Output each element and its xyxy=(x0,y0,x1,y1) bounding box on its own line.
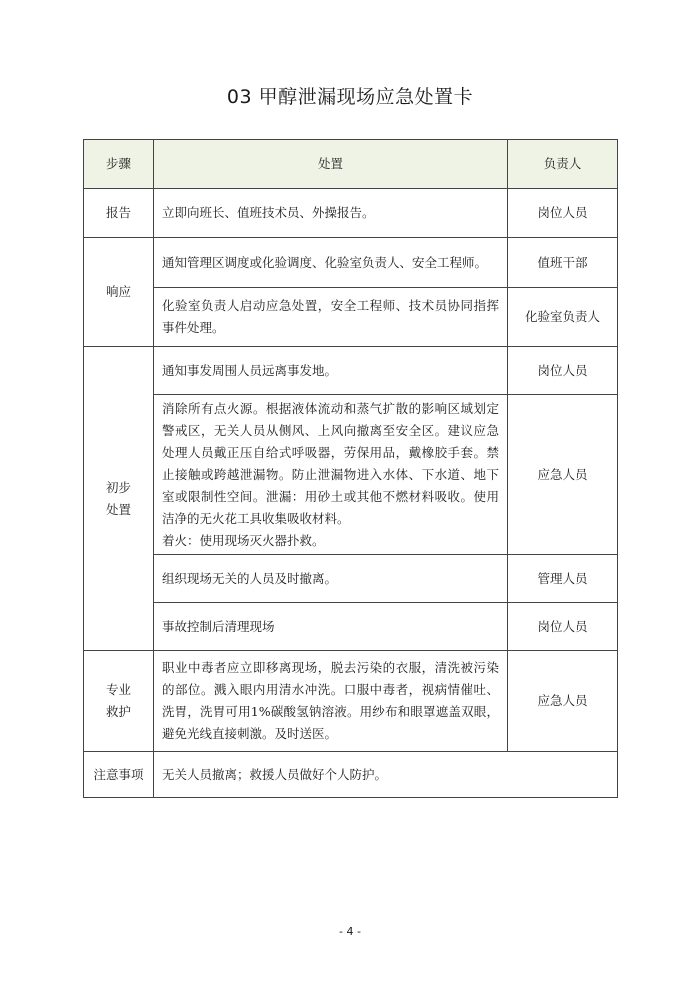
table-row xyxy=(84,347,618,395)
action-cell: 通知事发周围人员远离事发地。 xyxy=(154,347,508,395)
header-step: 步骤 xyxy=(84,140,154,189)
owner-cell: 管理人员 xyxy=(508,555,618,603)
action-cell: 化验室负责人启动应急处置，安全工程师、技术员协同指挥事件处理。 xyxy=(154,288,508,347)
action-paragraph: 着火：使用现场灭火器扑救。 xyxy=(162,532,325,548)
table-row xyxy=(84,288,618,347)
header-owner: 负责人 xyxy=(508,140,618,189)
action-cell: 通知管理区调度或化验调度、化验室负责人、安全工程师。 xyxy=(154,238,508,288)
step-initial-line1: 初步 xyxy=(105,479,131,495)
table-header-row xyxy=(84,140,618,189)
step-rescue-line1: 专业 xyxy=(105,682,131,697)
action-cell: 职业中毒者应立即移离现场，脱去污染的衣服，清洗被污染的部位。溅入眼内用清水冲洗。口服中毒者，视病情催吐、洗胃，洗胃可用1%碳酸氢钠溶液。用纱布和眼罩遮盖双眼，避免光线直接刺激。及时送医。 xyxy=(154,651,508,752)
table-row xyxy=(84,603,618,651)
emergency-card-table xyxy=(83,139,618,798)
header-action: 处置 xyxy=(154,140,508,189)
step-initial-line2: 处置 xyxy=(105,501,131,517)
action-cell: 事故控制后清理现场 xyxy=(154,603,508,651)
table-row xyxy=(84,395,618,555)
owner-cell: 岗位人员 xyxy=(508,347,618,395)
owner-cell: 值班干部 xyxy=(508,238,618,288)
owner-cell: 应急人员 xyxy=(508,395,618,555)
table-row xyxy=(84,651,618,752)
action-paragraph: 消除所有点火源。根据液体流动和蒸气扩散的影响区域划定警戒区，无关人员从侧风、上风向撤离至安全区。建议应急处理人员戴正压自给式呼吸器，劳保用品，戴橡胶手套。禁止接触或跨越泄漏物。防止泄漏物进入水体、下水道、地下室或限制性空间。泄漏：用砂土或其他不燃材料吸收。使用洁净的无火花工具收集吸收材料。 xyxy=(162,400,499,526)
owner-cell: 应急人员 xyxy=(508,651,618,752)
step-notes: 注意事项 xyxy=(84,752,154,798)
step-rescue-line2: 救护 xyxy=(105,704,131,719)
table-row xyxy=(84,555,618,603)
owner-cell: 化验室负责人 xyxy=(508,288,618,347)
owner-cell: 岗位人员 xyxy=(508,603,618,651)
page-number: - 4 - xyxy=(339,925,361,938)
table-row xyxy=(84,238,618,288)
action-cell xyxy=(154,395,508,555)
step-report: 报告 xyxy=(84,189,154,238)
step-rescue xyxy=(84,651,154,752)
step-response: 响应 xyxy=(84,238,154,347)
step-initial xyxy=(84,347,154,651)
action-cell: 立即向班长、值班技术员、外操报告。 xyxy=(154,189,508,238)
page-title: 03 甲醇泄漏现场应急处置卡 xyxy=(226,86,474,108)
action-cell: 组织现场无关的人员及时撤离。 xyxy=(154,555,508,603)
table-row xyxy=(84,752,618,798)
table-row xyxy=(84,189,618,238)
notes-cell: 无关人员撤离；救援人员做好个人防护。 xyxy=(154,752,618,798)
owner-cell: 岗位人员 xyxy=(508,189,618,238)
